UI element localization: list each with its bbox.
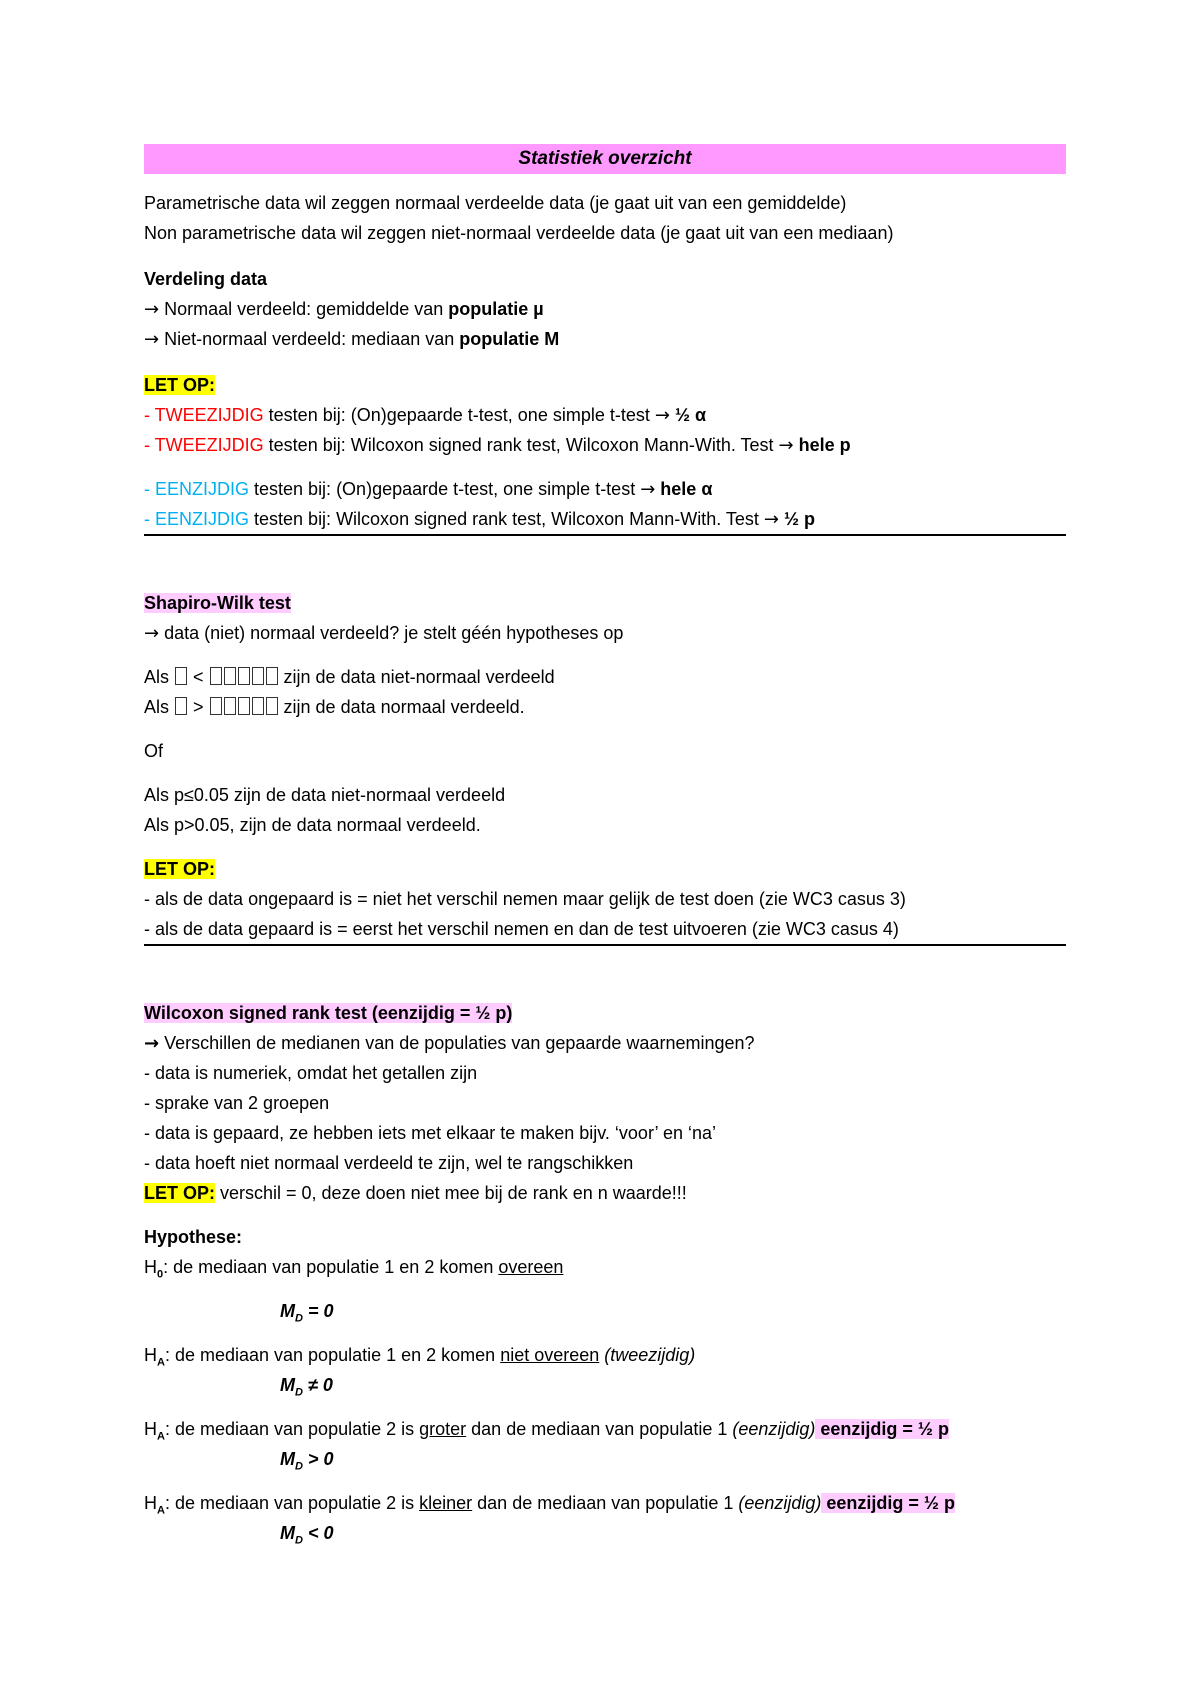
intro-line-parametric: Parametrische data wil zeggen normaal verdeelde data (je gaat uit van een gemiddelde) [144,193,847,213]
formula-md-lt-0: $M_D < 0$ [280,1523,334,1547]
missing-glyph-icon [266,697,278,715]
let-op-label: LET OP: [144,1183,215,1203]
missing-glyph-icon [266,667,278,685]
shapiro-als-1: Als < zijn de data niet-normaal verdeeld [144,667,555,687]
verdeling-item-normaal: → Normaal verdeeld: gemiddelde van populatie µ [144,299,544,320]
missing-glyph-icon [238,697,250,715]
let-op-label: LET OP: [144,859,215,879]
arrow-right-icon: → [778,435,794,456]
wilcoxon-line-1: → Verschillen de medianen van de populaties van gepaarde waarnemingen? [144,1033,755,1054]
let-op-label: LET OP: [144,375,215,395]
hypothese-h0: $H_0$: de mediaan van populatie 1 en 2 komen overeen [144,1257,564,1281]
hypothese-ha-kleiner: $H_A$: de mediaan van populatie 2 is kleiner dan de mediaan van populatie 1 (eenzijdig) eenzijdig = ½ p [144,1493,955,1517]
eenzijdig-line-1: - EENZIJDIG testen bij: (On)gepaarde t-test, one simple t-test → hele α [144,479,713,500]
hypothese-ha-tweezijdig: $H_A$: de mediaan van populatie 1 en 2 komen niet overeen (tweezijdig) [144,1345,696,1369]
eenzijdig-highlight: eenzijdig = ½ p [821,1493,955,1513]
eenzijdig-highlight: eenzijdig = ½ p [815,1419,949,1439]
missing-glyph-icon [175,667,187,685]
hypothese-heading: Hypothese: [144,1227,243,1247]
shapiro-p-1: Als p≤0.05 zijn de data niet-normaal verdeeld [144,785,506,805]
page-title: Statistiek overzicht [144,144,1066,174]
arrow-right-icon: → [144,623,160,644]
arrow-right-icon: → [640,479,656,500]
shapiro-letop-1: - als de data ongepaard is = niet het verschil nemen maar gelijk de test doen (zie WC3 casus 3) [144,889,906,909]
document-page [144,144,1066,1548]
verdeling-heading: Verdeling data [144,269,268,289]
missing-glyph-icon [210,667,222,685]
wilcoxon-letop: LET OP: verschil = 0, deze doen niet mee bij de rank en n waarde!!! [144,1183,687,1203]
missing-glyph-icon [252,667,264,685]
missing-glyph-icon [224,697,236,715]
formula-md-neq-0: $M_D \ne 0$ [280,1375,333,1399]
arrow-right-icon: → [144,1033,160,1054]
missing-glyph-icon [175,697,187,715]
shapiro-p-2: Als p>0.05, zijn de data normaal verdeeld. [144,815,481,835]
wilcoxon-heading: Wilcoxon signed rank test (eenzijdig = ½ p) [144,1003,513,1023]
shapiro-heading: Shapiro-Wilk test [144,593,291,613]
verdeling-item-niet-normaal: → Niet-normaal verdeeld: mediaan van populatie M [144,329,560,350]
shapiro-letop-2: - als de data gepaard is = eerst het verschil nemen en dan de test uitvoeren (zie WC3 casus 4) [144,914,1066,946]
missing-glyph-icon [210,697,222,715]
tweezijdig-line-1: - TWEEZIJDIG testen bij: (On)gepaarde t-test, one simple t-test → ½ α [144,405,707,426]
missing-glyph-icon [224,667,236,685]
intro-line-nonparametric: Non parametrische data wil zeggen niet-normaal verdeelde data (je gaat uit van een mediaan) [144,223,894,243]
shapiro-line-1: → data (niet) normaal verdeeld? je stelt géén hypotheses op [144,623,624,644]
arrow-right-icon: → [763,509,779,530]
formula-md-eq-0: $M_D = 0$ [280,1301,334,1325]
arrow-right-icon: → [144,299,160,320]
wilcoxon-bullet-3: - data is gepaard, ze hebben iets met elkaar te maken bijv. ‘voor’ en ‘na’ [144,1123,716,1143]
shapiro-als-2: Als > zijn de data normaal verdeeld. [144,697,525,717]
wilcoxon-bullet-1: - data is numeriek, omdat het getallen zijn [144,1063,478,1083]
arrow-right-icon: → [654,405,670,426]
tweezijdig-line-2: - TWEEZIJDIG testen bij: Wilcoxon signed rank test, Wilcoxon Mann-With. Test → hele p [144,435,851,456]
wilcoxon-bullet-2: - sprake van 2 groepen [144,1093,330,1113]
wilcoxon-bullet-4: - data hoeft niet normaal verdeeld te zijn, wel te rangschikken [144,1153,634,1173]
formula-md-gt-0: $M_D > 0$ [280,1449,334,1473]
missing-glyph-icon [252,697,264,715]
arrow-right-icon: → [144,329,160,350]
hypothese-ha-groter: $H_A$: de mediaan van populatie 2 is groter dan de mediaan van populatie 1 (eenzijdig) eenzijdig = ½ p [144,1419,949,1443]
missing-glyph-icon [238,667,250,685]
shapiro-of: Of [144,741,164,761]
eenzijdig-line-2: - EENZIJDIG testen bij: Wilcoxon signed rank test, Wilcoxon Mann-With. Test → ½ p [144,504,1066,536]
